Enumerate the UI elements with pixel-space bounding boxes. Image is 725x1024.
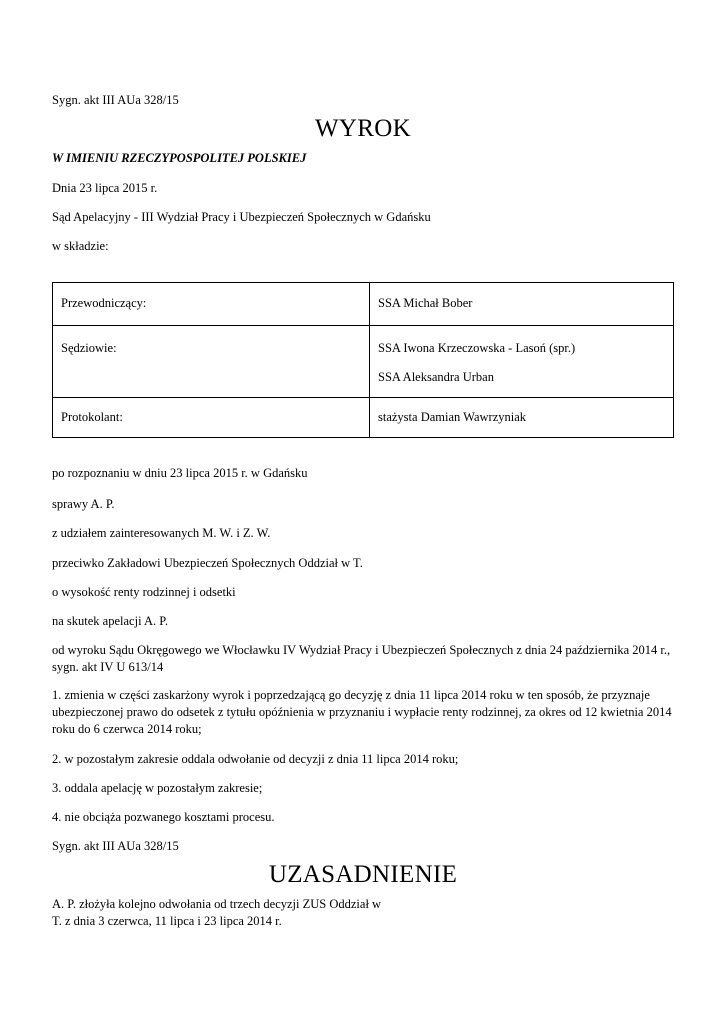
ruling-point-3: 3. oddala apelację w pozostałym zakresie; xyxy=(52,781,263,795)
person-cell xyxy=(370,398,674,438)
ruling-point-2: 2. w pozostałym zakresie oddala odwołanie od decyzji z dnia 11 lipca 2014 roku; xyxy=(52,752,459,766)
composition-row-judges xyxy=(53,326,674,398)
role-cell: Przewodniczący: xyxy=(53,283,370,326)
proceedings-line: o wysokość renty rodzinnej i odsetki xyxy=(52,585,236,599)
case-signature: Sygn. akt III AUa 328/15 xyxy=(52,93,179,107)
person-name: SSA Aleksandra Urban xyxy=(378,370,494,384)
composition-row-clerk xyxy=(53,398,674,438)
person-name: SSA Michał Bober xyxy=(378,296,473,310)
proceedings-line: sprawy A. P. xyxy=(52,497,115,511)
judgment-title: WYROK xyxy=(315,115,411,142)
composition-intro: w składzie: xyxy=(52,239,109,253)
role-cell: Sędziowie: xyxy=(53,326,370,398)
composition-table xyxy=(52,282,674,438)
in-the-name-heading: W IMIENIU RZECZYPOSPOLITEJ POLSKIEJ xyxy=(52,151,307,165)
justification-body: A. P. złożyła kolejno odwołania od trzech decyzji ZUS Oddział w T. z dnia 3 czerwca, 11 lipca i 23 lipca 2014 r. xyxy=(52,897,382,928)
proceedings-line: z udziałem zainteresowanych M. W. i Z. W. xyxy=(52,526,271,540)
judgment-date: Dnia 23 lipca 2015 r. xyxy=(52,181,158,195)
proceedings-appeal-reference: od wyroku Sądu Okręgowego we Włocławku IV Wydział Pracy i Ubezpieczeń Społecznych z dnia 24 października 2014 r., sygn. akt IV U 613/14 xyxy=(52,643,671,674)
proceedings-line: po rozpoznaniu w dniu 23 lipca 2015 r. w Gdańsku xyxy=(52,466,308,480)
role-cell: Protokolant: xyxy=(53,398,370,438)
justification-title: UZASADNIENIE xyxy=(268,861,458,888)
ruling-point-1: 1. zmienia w części zaskarżony wyrok i poprzedzającą go decyzję z dnia 11 lipca 2014 roku w ten sposób, że przyznaje ubezpieczonej prawo do odsetek z tytułu opóźnienia w przyznaniu i wypłacie renty rodzinnej, za okres od 12 kwietnia 2014 roku do 6 czerwca 2014 roku; xyxy=(52,688,672,736)
person-cell xyxy=(370,326,674,398)
person-cell xyxy=(370,283,674,326)
court-name: Sąd Apelacyjny - III Wydział Pracy i Ubezpieczeń Społecznych w Gdańsku xyxy=(52,210,431,224)
proceedings-line: na skutek apelacji A. P. xyxy=(52,614,168,628)
ruling-point-4: 4. nie obciąża pozwanego kosztami procesu. xyxy=(52,810,275,824)
case-signature: Sygn. akt III AUa 328/15 xyxy=(52,839,179,853)
composition-row-chair xyxy=(53,283,674,326)
proceedings-line: przeciwko Zakładowi Ubezpieczeń Społecznych Oddział w T. xyxy=(52,556,363,570)
person-name: SSA Iwona Krzeczowska - Lasoń (spr.) xyxy=(378,341,576,355)
person-name: stażysta Damian Wawrzyniak xyxy=(378,410,527,424)
